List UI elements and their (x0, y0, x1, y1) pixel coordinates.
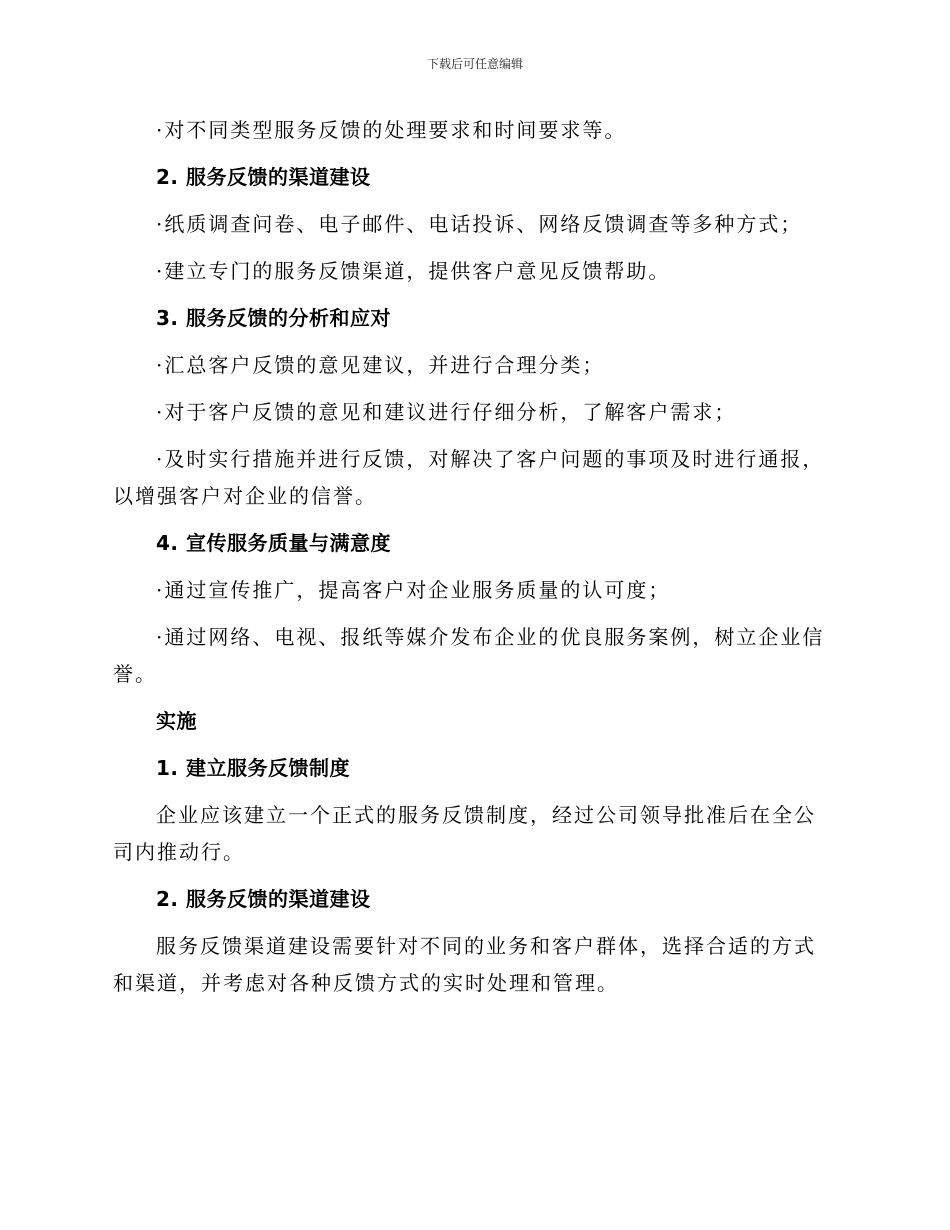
bullet-item: ·纸质调查问卷、电子邮件、电话投诉、网络反馈调查等多种方式； (156, 212, 803, 236)
document-body (113, 112, 835, 1012)
section-title: 实施 (156, 709, 197, 733)
body-paragraph: 服务反馈渠道建设需要针对不同的业务和客户群体，选择合适的方式和渠道，并考虑对各种反馈方式的实时处理和管理。 (113, 934, 816, 995)
bullet-item: ·建立专门的服务反馈渠道，提供客户意见反馈帮助。 (156, 259, 671, 283)
bullet-item: ·对于客户反馈的意见和建议进行仔细分析，了解客户需求； (156, 400, 737, 424)
bullet-item: ·通过宣传推广，提高客户对企业服务质量的认可度； (156, 578, 671, 602)
section-heading: 3. 服务反馈的分析和应对 (156, 306, 391, 330)
body-paragraph: 企业应该建立一个正式的服务反馈制度，经过公司领导批准后在全公司内推动行。 (113, 803, 816, 864)
bullet-item: ·汇总客户反馈的意见建议，并进行合理分类； (156, 353, 605, 377)
section-heading: 1. 建立服务反馈制度 (156, 756, 350, 780)
page-header: 下载后可任意编辑 (426, 57, 523, 71)
section-heading: 2. 服务反馈的渠道建设 (156, 165, 371, 189)
bullet-item: ·对不同类型服务反馈的处理要求和时间要求等。 (156, 118, 627, 142)
bullet-item: ·及时实行措施并进行反馈，对解决了客户问题的事项及时进行通报，以增强客户对企业的信誉。 (113, 447, 825, 508)
section-heading: 2. 服务反馈的渠道建设 (156, 887, 371, 911)
bullet-item: ·通过网络、电视、报纸等媒介发布企业的优良服务案例，树立企业信誉。 (113, 625, 825, 686)
section-heading: 4. 宣传服务质量与满意度 (156, 531, 391, 555)
